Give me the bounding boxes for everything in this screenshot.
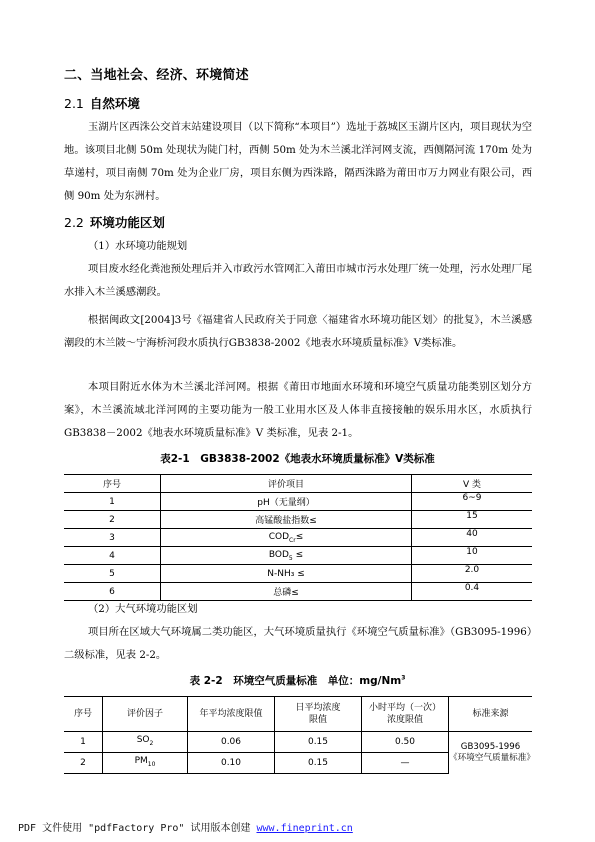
- header-cell: 年平均浓度限值: [188, 697, 275, 732]
- pdf-footer: [18, 819, 353, 834]
- header-cell: 评价项目: [161, 475, 412, 493]
- subsection-title: 环境功能区划: [89, 215, 165, 230]
- regulation-paragraph: 根据闽政文[2004]3号《福建省人民政府关于同意〈福建省水环境功能区划〉的批复》，木兰溪感潮段的木兰陂～宁海桥河段水质执行GB3838-2002《地表水环境质量标准》V类标准。: [64, 314, 532, 349]
- item-main: COD: [268, 531, 290, 542]
- table-header-row: [64, 697, 532, 732]
- row-number: 2: [64, 511, 161, 529]
- item-suffix: ≤: [295, 531, 304, 542]
- table-row: [64, 493, 532, 511]
- row-daily: 0.15: [275, 753, 362, 774]
- row-annual: 0.10: [188, 753, 275, 774]
- subsection-heading-2-1: [64, 94, 140, 112]
- header-cell: 序号: [64, 475, 161, 493]
- section-heading: 二、当地社会、经济、环境简述: [64, 68, 249, 83]
- row-item: N-NH₃ ≤: [161, 565, 412, 583]
- caption-text: 表 2-2 环境空气质量标准 单位：mg/Nm: [189, 675, 402, 687]
- factor-main: PM: [134, 756, 148, 767]
- row-number: 2: [64, 753, 103, 774]
- row-item: pH（无量纲）: [161, 493, 412, 511]
- row-number: 3: [64, 529, 161, 547]
- row-value: 6~9: [412, 493, 533, 511]
- header-cell: 序号: [64, 697, 103, 732]
- row-value: 40: [412, 529, 533, 547]
- factor-subscript: 2: [149, 739, 154, 747]
- row-hourly: 0.50: [362, 732, 449, 753]
- subsection-number: 2.1: [64, 96, 84, 111]
- row-number: 1: [64, 732, 103, 753]
- table-row: [64, 529, 532, 547]
- natural-environment-paragraph: 玉湖片区西洙公交首末站建设项目（以下简称“本项目”）选址于荔城区玉湖片区内，项目现状为空地。该项目北侧 50m 处现状为陡门村，西侧 50m 处为木兰溪北洋河网支流，西侧隔河流 170m 处为草递村，项目南侧 70m 处为企业厂房，项目东侧为西洙路，隔西洙路为莆田市万力网业有限公司，西侧 90m 处为东洲村。: [64, 121, 532, 202]
- wastewater-paragraph: 项目废水经化粪池预处理后并入市政污水管网汇入莆田市城市污水处理厂统一处理，污水处理厂尾水排入木兰溪感潮段。: [64, 263, 532, 298]
- row-factor: [103, 732, 188, 753]
- row-daily: 0.15: [275, 732, 362, 753]
- row-number: 1: [64, 493, 161, 511]
- air-quality-paragraph: 项目所在区域大气环境属二类功能区，大气环境质量执行《环境空气质量标准》（GB3095-1996）二级标准，见表 2-2。: [64, 626, 532, 661]
- subsection-heading-2-2: [64, 213, 165, 231]
- water-planning-subheading: （1）水环境功能规划: [88, 240, 188, 252]
- row-value: 15: [412, 511, 533, 529]
- row-item: 高锰酸盐指数≤: [161, 511, 412, 529]
- row-annual: 0.06: [188, 732, 275, 753]
- header-cell: V 类: [412, 475, 533, 493]
- water-quality-table: [64, 474, 532, 601]
- row-factor: [103, 753, 188, 774]
- table-2-2-caption: [0, 673, 595, 688]
- row-number: 4: [64, 547, 161, 565]
- row-value: 2.0: [412, 565, 533, 583]
- header-cell: 日平均浓度 限值: [275, 697, 362, 732]
- header-cell: 小时平均（一次） 浓度限值: [362, 697, 449, 732]
- row-number: 6: [64, 583, 161, 601]
- caption-superscript: 3: [401, 674, 406, 682]
- item-subscript: 5: [288, 554, 293, 562]
- item-suffix: ≤: [292, 549, 304, 560]
- table-row: [64, 732, 532, 753]
- subsection-title: 自然环境: [89, 96, 140, 111]
- table-row: [64, 511, 532, 529]
- table-2-1-caption: 表2-1 GB3838-2002《地表水环境质量标准》V类标准: [160, 453, 435, 465]
- table-header-row: [64, 475, 532, 493]
- row-value: 0.4: [412, 583, 533, 601]
- header-cell: 评价因子: [103, 697, 188, 732]
- standard-source: GB3095-1996 《环境空气质量标准》: [449, 732, 533, 774]
- factor-subscript: 10: [147, 760, 156, 768]
- row-number: 5: [64, 565, 161, 583]
- factor-main: SO: [136, 735, 150, 746]
- row-item: 总磷≤: [161, 583, 412, 601]
- item-subscript: Cr: [289, 536, 296, 544]
- air-quality-table: [64, 696, 535, 774]
- table-row: [64, 565, 532, 583]
- row-value: 10: [412, 547, 533, 565]
- item-main: BOD: [268, 549, 289, 560]
- subsection-number: 2.2: [64, 215, 84, 230]
- water-body-paragraph: 本项目附近水体为木兰溪北洋河网。根据《莆田市地面水环境和环境空气质量功能类别区划分方案》，木兰溪流域北洋河网的主要功能为一般工业用水区及人体非直接接触的娱乐用水区，水质执行 GB3838－2002《地表水环境质量标准》V 类标准，见表 2-1。: [64, 381, 532, 439]
- header-cell: 标准来源: [449, 697, 533, 732]
- row-hourly: —: [362, 753, 449, 774]
- table-row: [64, 547, 532, 565]
- footer-link[interactable]: www.fineprint.cn: [256, 823, 353, 834]
- air-planning-subheading: （2）大气环境功能区划: [88, 603, 198, 615]
- row-item: [161, 529, 412, 547]
- row-item: [161, 547, 412, 565]
- footer-text: PDF 文件使用 "pdfFactory Pro" 试用版本创建: [18, 823, 257, 834]
